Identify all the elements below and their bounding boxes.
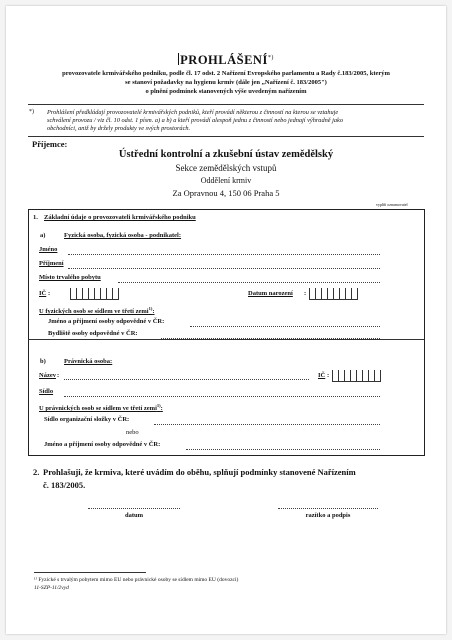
stamp-signature-label: razítko a podpis: [305, 512, 351, 519]
subsection-a-title: Fyzická osoba, fyzická osoba - podnikatel:: [64, 232, 182, 239]
ic-colon-a: :: [48, 290, 51, 297]
surname-label: Příjmení: [39, 260, 64, 267]
recipient-address: Za Opravnou 4, 150 06 Praha 5: [172, 188, 280, 198]
ic-digit-boxes-a[interactable]: [70, 288, 119, 300]
branch-seat-field[interactable]: [154, 424, 380, 425]
section-2-line-1: Prohlašuji, že krmiva, které uvádím do oběhu, splňují podmínky stanovené Nařízením: [43, 467, 356, 477]
subtitle-line-1: provozovatele krmivářského podniku, podle čl. 17 odst. 2 Nařízení Evropského parlamentu a Rady č.183/2005, kterým: [62, 70, 390, 77]
responsible-person-field-a[interactable]: [190, 326, 380, 327]
section-2-number: 2.: [33, 467, 40, 477]
residence-label: Místo trvalého pobytu: [39, 274, 101, 281]
recipient-section: Sekce zemědělských vstupů: [175, 163, 277, 173]
recipient-name: Ústřední kontrolní a zkušební ústav zemědělský: [118, 149, 334, 160]
stamp-signature-field[interactable]: [278, 508, 378, 509]
subtitle-line-2: se stanoví požadavky na hygienu krmiv (dále jen „Nařízení č. 183/2005"): [125, 79, 327, 86]
section-2-line-2: č. 183/2005.: [43, 480, 86, 490]
or-text: nebo: [126, 429, 139, 436]
recipient-label: Příjemce:: [32, 139, 68, 149]
section-1-number: 1.: [33, 214, 38, 221]
responsible-person-field-b[interactable]: [186, 449, 380, 450]
divider-bottom: [28, 136, 424, 137]
section-1-divider: [28, 339, 424, 340]
footer-footnote: ¹⁾ Fyzické s trvalým pobytem mimo EU nebo právnické osoby se sídlem mimo EU (dovozci): [34, 577, 239, 583]
company-name-colon: :: [57, 372, 60, 379]
official-use-note: vyplňí oznamovatel: [376, 202, 408, 207]
footnote-mark: *): [29, 109, 34, 115]
dob-digit-boxes[interactable]: [309, 288, 358, 300]
subtitle-line-3: o plnění podmínek stanovených výše uvedeným nařízením: [145, 88, 307, 95]
footnote-line-1: Prohlášení předkládají provozovatelé krmivářských podniků, kteří provádí některou z činností na kterou se vztahuje: [47, 109, 339, 116]
page-title: PROHLÁŠENÍ*): [180, 53, 274, 67]
seat-label: Sídlo: [39, 388, 54, 395]
seat-field[interactable]: [64, 396, 380, 397]
company-name-field[interactable]: [64, 379, 309, 380]
responsible-residence-field[interactable]: [161, 338, 380, 339]
subsection-b-marker: b): [40, 358, 46, 365]
dob-colon: :: [304, 290, 307, 297]
section-1-title: Základní údaje o provozovateli krmivářského podniku: [44, 214, 196, 221]
divider-top: [28, 104, 424, 105]
ic-digit-boxes-b[interactable]: [332, 370, 381, 382]
date-label: datum: [124, 512, 144, 519]
ic-label-b: IČ: [318, 372, 326, 379]
branch-seat-label: Sídlo organizační složky v ČR:: [44, 416, 130, 423]
footnote-line-2: schválení provozu / viz čl. 10 odst. 1 písm. a) a b) a kteří provádí alespoň jednu z činností nebo jednají výhradně jako: [47, 117, 343, 124]
footnote-line-3: obchodníci, aniž by držely produkty ve svých prostorách.: [47, 125, 191, 132]
foreign-company-title: U právnických osob se sídlem ve třetí zemi$^{1)}$:: [39, 403, 163, 413]
footnote-separator: [34, 572, 146, 573]
residence-field[interactable]: [118, 282, 380, 283]
ic-label-a: IČ: [39, 290, 47, 297]
foreign-person-title: U fyzických osob se sídlem ve třetí zemi$^{1)}$:: [39, 306, 155, 316]
first-name-label: Jméno: [39, 246, 58, 253]
company-name-label: Název: [39, 372, 56, 379]
responsible-person-label-a: Jméno a příjmení osoby odpovědné v ČR:: [48, 318, 165, 325]
subsection-a-marker: a): [40, 232, 46, 239]
form-page: [6, 6, 446, 634]
date-field[interactable]: [88, 508, 180, 509]
recipient-department: Oddělení krmiv: [200, 176, 252, 185]
footer-code: 11-SZP-11/2vyd: [34, 585, 69, 591]
surname-field[interactable]: [68, 268, 380, 269]
first-name-field[interactable]: [68, 254, 380, 255]
subsection-b-title: Právnická osoba:: [64, 358, 113, 365]
dob-label: Datum narození: [248, 290, 293, 297]
ic-colon-b: :: [327, 372, 330, 379]
responsible-person-label-b: Jméno a příjmení osoby odpovědné v ČR:: [44, 441, 161, 448]
responsible-residence-label: Bydliště osoby odpovědné v ČR:: [48, 330, 138, 337]
